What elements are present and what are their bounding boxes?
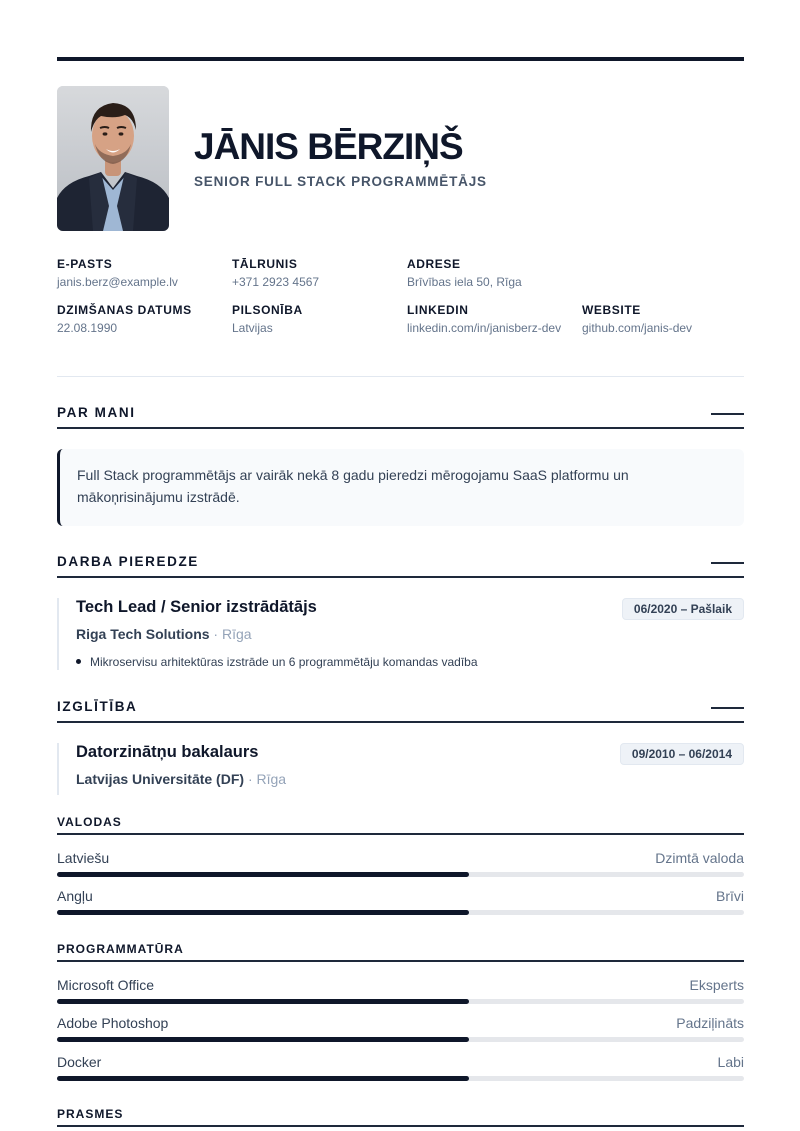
section-header-software [57, 942, 744, 962]
software-name: Docker [57, 1054, 102, 1070]
level-bar-fill [57, 1037, 469, 1042]
section-title: DARBA PIEREDZE [57, 554, 199, 569]
software-level: Eksperts [689, 977, 744, 993]
language-level: Brīvi [716, 888, 744, 904]
employer-line [76, 626, 252, 642]
website-link[interactable]: github.com/janis-dev [582, 321, 693, 335]
contact-citizenship [232, 303, 397, 336]
separator: · [247, 771, 253, 787]
section-dash [711, 413, 744, 415]
cv-header [57, 86, 744, 231]
level-bar-fill [57, 1076, 469, 1081]
school-line [76, 771, 286, 787]
software-item [57, 977, 744, 1011]
level-bar [57, 999, 744, 1004]
portrait-illustration [57, 86, 169, 231]
divider [57, 376, 744, 377]
job-position: Tech Lead / Senior izstrādātājs [76, 598, 317, 616]
top-rule [57, 57, 744, 61]
school-name: Latvijas Universitāte (DF) [76, 771, 245, 787]
level-bar [57, 1076, 744, 1081]
contact-label: ADRESE [407, 257, 461, 271]
language-name: Angļu [57, 888, 93, 904]
contact-label: DZIMŠANAS DATUMS [57, 303, 192, 317]
contact-website [582, 303, 747, 336]
profile-photo [57, 86, 169, 231]
contact-label: TĀLRUNIS [232, 257, 298, 271]
contact-label: PILSONĪBA [232, 303, 303, 317]
experience-entry [57, 598, 744, 670]
level-bar [57, 910, 744, 915]
contact-label: WEBSITE [582, 303, 641, 317]
section-title: VALODAS [57, 815, 122, 829]
job-title: SENIOR FULL STACK PROGRAMMĒTĀJS [194, 174, 487, 189]
contact-label: LINKEDIN [407, 303, 469, 317]
achievement-bullet: Mikroservisu arhitektūras izstrāde un 6 programmētāju komandas vadība [76, 655, 478, 669]
date-badge: 09/2010 – 06/2014 [620, 743, 744, 765]
section-header-education [57, 699, 744, 723]
citizenship-value: Latvijas [232, 321, 273, 335]
software-level: Labi [717, 1054, 744, 1070]
phone-value[interactable]: +371 2923 4567 [232, 275, 320, 289]
level-bar-fill [57, 872, 469, 877]
section-header-experience [57, 554, 744, 578]
degree-title: Datorzinātņu bakalaurs [76, 743, 259, 761]
software-name: Microsoft Office [57, 977, 154, 993]
level-bar-fill [57, 910, 469, 915]
section-title: IZGLĪTĪBA [57, 699, 138, 714]
level-bar [57, 872, 744, 877]
level-bar-fill [57, 999, 469, 1004]
software-item [57, 1054, 744, 1088]
section-dash [711, 707, 744, 709]
section-header-about [57, 405, 744, 429]
contact-address [407, 257, 572, 290]
about-box [57, 449, 744, 526]
software-name: Adobe Photoshop [57, 1015, 169, 1031]
section-header-skills [57, 1107, 744, 1127]
section-header-languages [57, 815, 744, 835]
linkedin-link[interactable]: linkedin.com/in/janisberz-dev [407, 321, 562, 335]
school-location: Rīga [256, 771, 287, 787]
software-item [57, 1015, 744, 1049]
email-value[interactable]: janis.berz@example.lv [57, 275, 178, 289]
section-title: PAR MANI [57, 405, 136, 420]
employer-location: Rīga [221, 626, 252, 642]
separator: · [213, 626, 219, 642]
contact-birth-date [57, 303, 222, 336]
section-dash [711, 562, 744, 564]
contact-phone [232, 257, 397, 290]
contact-linkedin [407, 303, 567, 336]
full-name: JĀNIS BĒRZIŅŠ [194, 126, 463, 167]
language-level: Dzimtā valoda [655, 850, 744, 866]
level-bar [57, 1037, 744, 1042]
date-badge: 06/2020 – Pašlaik [622, 598, 744, 620]
language-item [57, 888, 744, 922]
software-level: Padziļināts [676, 1015, 744, 1031]
education-entry [57, 743, 744, 795]
contact-label: E-PASTS [57, 257, 113, 271]
language-item [57, 850, 744, 884]
about-text: Full Stack programmētājs ar vairāk nekā 8 gadu pieredzi mērogojamu SaaS platformu un mākoņrisinājumu izstrādē. [77, 467, 629, 505]
section-title: PROGRAMMATŪRA [57, 942, 184, 956]
contact-email [57, 257, 222, 290]
language-name: Latviešu [57, 850, 110, 866]
address-value: Brīvības iela 50, Rīga [407, 275, 522, 289]
employer-name: Riga Tech Solutions [76, 626, 210, 642]
section-title: PRASMES [57, 1107, 124, 1121]
birth-date-value: 22.08.1990 [57, 321, 118, 335]
